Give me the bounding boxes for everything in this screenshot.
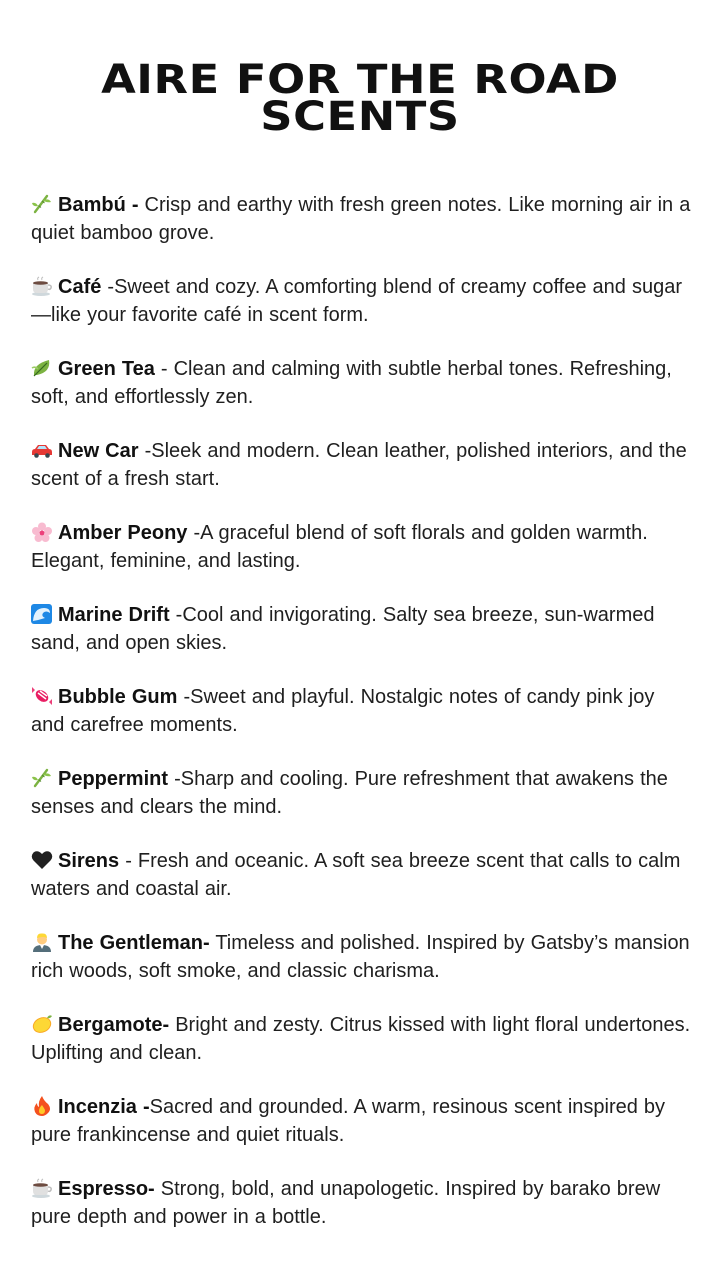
scent-item-espresso <box>31 1175 691 1257</box>
scent-description: -Cool and invigorating. Salty sea breeze, sun-warmed sand, and open skies. <box>31 604 655 654</box>
scent-description: Bright and zesty. Citrus kissed with light floral undertones. Uplifting and clean. <box>31 1014 691 1064</box>
scent-name: Bubble Gum <box>58 686 178 708</box>
title-line-2: SCENTS <box>260 94 460 140</box>
scent-item-new-car <box>31 437 691 519</box>
scent-list <box>31 191 691 1257</box>
title-line-1: AIRE FOR THE ROAD <box>101 57 619 103</box>
scent-item-green-tea <box>31 355 691 437</box>
leaf-icon <box>31 358 53 378</box>
fire-icon <box>31 1096 53 1116</box>
scent-name: Café <box>58 276 102 298</box>
scent-item-peppermint <box>31 765 691 847</box>
scent-item-the-gentleman <box>31 929 691 1011</box>
scent-name: New Car <box>58 440 139 462</box>
bamboo-icon <box>31 768 53 788</box>
scent-description: -A graceful blend of soft florals and golden warmth. Elegant, feminine, and lasting. <box>31 522 648 572</box>
scent-item-bambu <box>31 191 691 273</box>
scent-description: - Clean and calming with subtle herbal tones. Refreshing, soft, and effortlessly zen. <box>31 358 672 408</box>
scent-name: Bergamote- <box>58 1014 170 1036</box>
scent-name: Peppermint <box>58 768 169 790</box>
wave-icon <box>31 604 53 624</box>
scent-name: Amber Peony <box>58 522 188 544</box>
scent-name: Green Tea <box>58 358 155 380</box>
scent-description: -Sweet and cozy. A comforting blend of creamy coffee and sugar—like your favorite café in scent form. <box>31 276 682 326</box>
scent-item-bergamote <box>31 1011 691 1093</box>
car-icon <box>31 440 53 460</box>
black-heart-icon <box>31 850 53 870</box>
scent-name: Bambú - <box>58 194 139 216</box>
lemon-icon <box>31 1014 53 1034</box>
scent-description: Sacred and grounded. A warm, resinous scent inspired by pure frankincense and quiet rituals. <box>31 1096 666 1146</box>
cherry-blossom-icon <box>31 522 53 542</box>
scent-name: Incenzia - <box>58 1096 150 1118</box>
man-icon <box>31 932 53 952</box>
scent-description: -Sleek and modern. Clean leather, polished interiors, and the scent of a fresh start. <box>31 440 687 490</box>
scent-description: -Sweet and playful. Nostalgic notes of candy pink joy and carefree moments. <box>31 686 655 736</box>
bamboo-icon <box>31 194 53 214</box>
scent-name: Sirens <box>58 850 120 872</box>
hot-beverage-icon <box>31 1178 53 1198</box>
hot-beverage-icon <box>31 276 53 296</box>
scent-name: The Gentleman- <box>58 932 210 954</box>
scent-name: Espresso- <box>58 1178 155 1200</box>
scent-item-marine-drift <box>31 601 691 683</box>
scent-item-cafe <box>31 273 691 355</box>
scent-description: Crisp and earthy with fresh green notes. Like morning air in a quiet bamboo grove. <box>31 194 691 244</box>
candy-icon <box>31 686 53 706</box>
scent-name: Marine Drift <box>58 604 170 626</box>
scent-item-sirens <box>31 847 691 929</box>
scent-description: Timeless and polished. Inspired by Gatsby’s mansion rich woods, soft smoke, and classic charisma. <box>31 932 690 982</box>
scent-description: -Sharp and cooling. Pure refreshment that awakens the senses and clears the mind. <box>31 768 668 818</box>
scent-item-incenzia <box>31 1093 691 1175</box>
scent-item-bubble-gum <box>31 683 691 765</box>
page-title <box>0 57 720 140</box>
scent-description: - Fresh and oceanic. A soft sea breeze scent that calls to calm waters and coastal air. <box>31 850 681 900</box>
scent-description: Strong, bold, and unapologetic. Inspired by barako brew pure depth and power in a bottle. <box>31 1178 661 1228</box>
scent-item-amber-peony <box>31 519 691 601</box>
